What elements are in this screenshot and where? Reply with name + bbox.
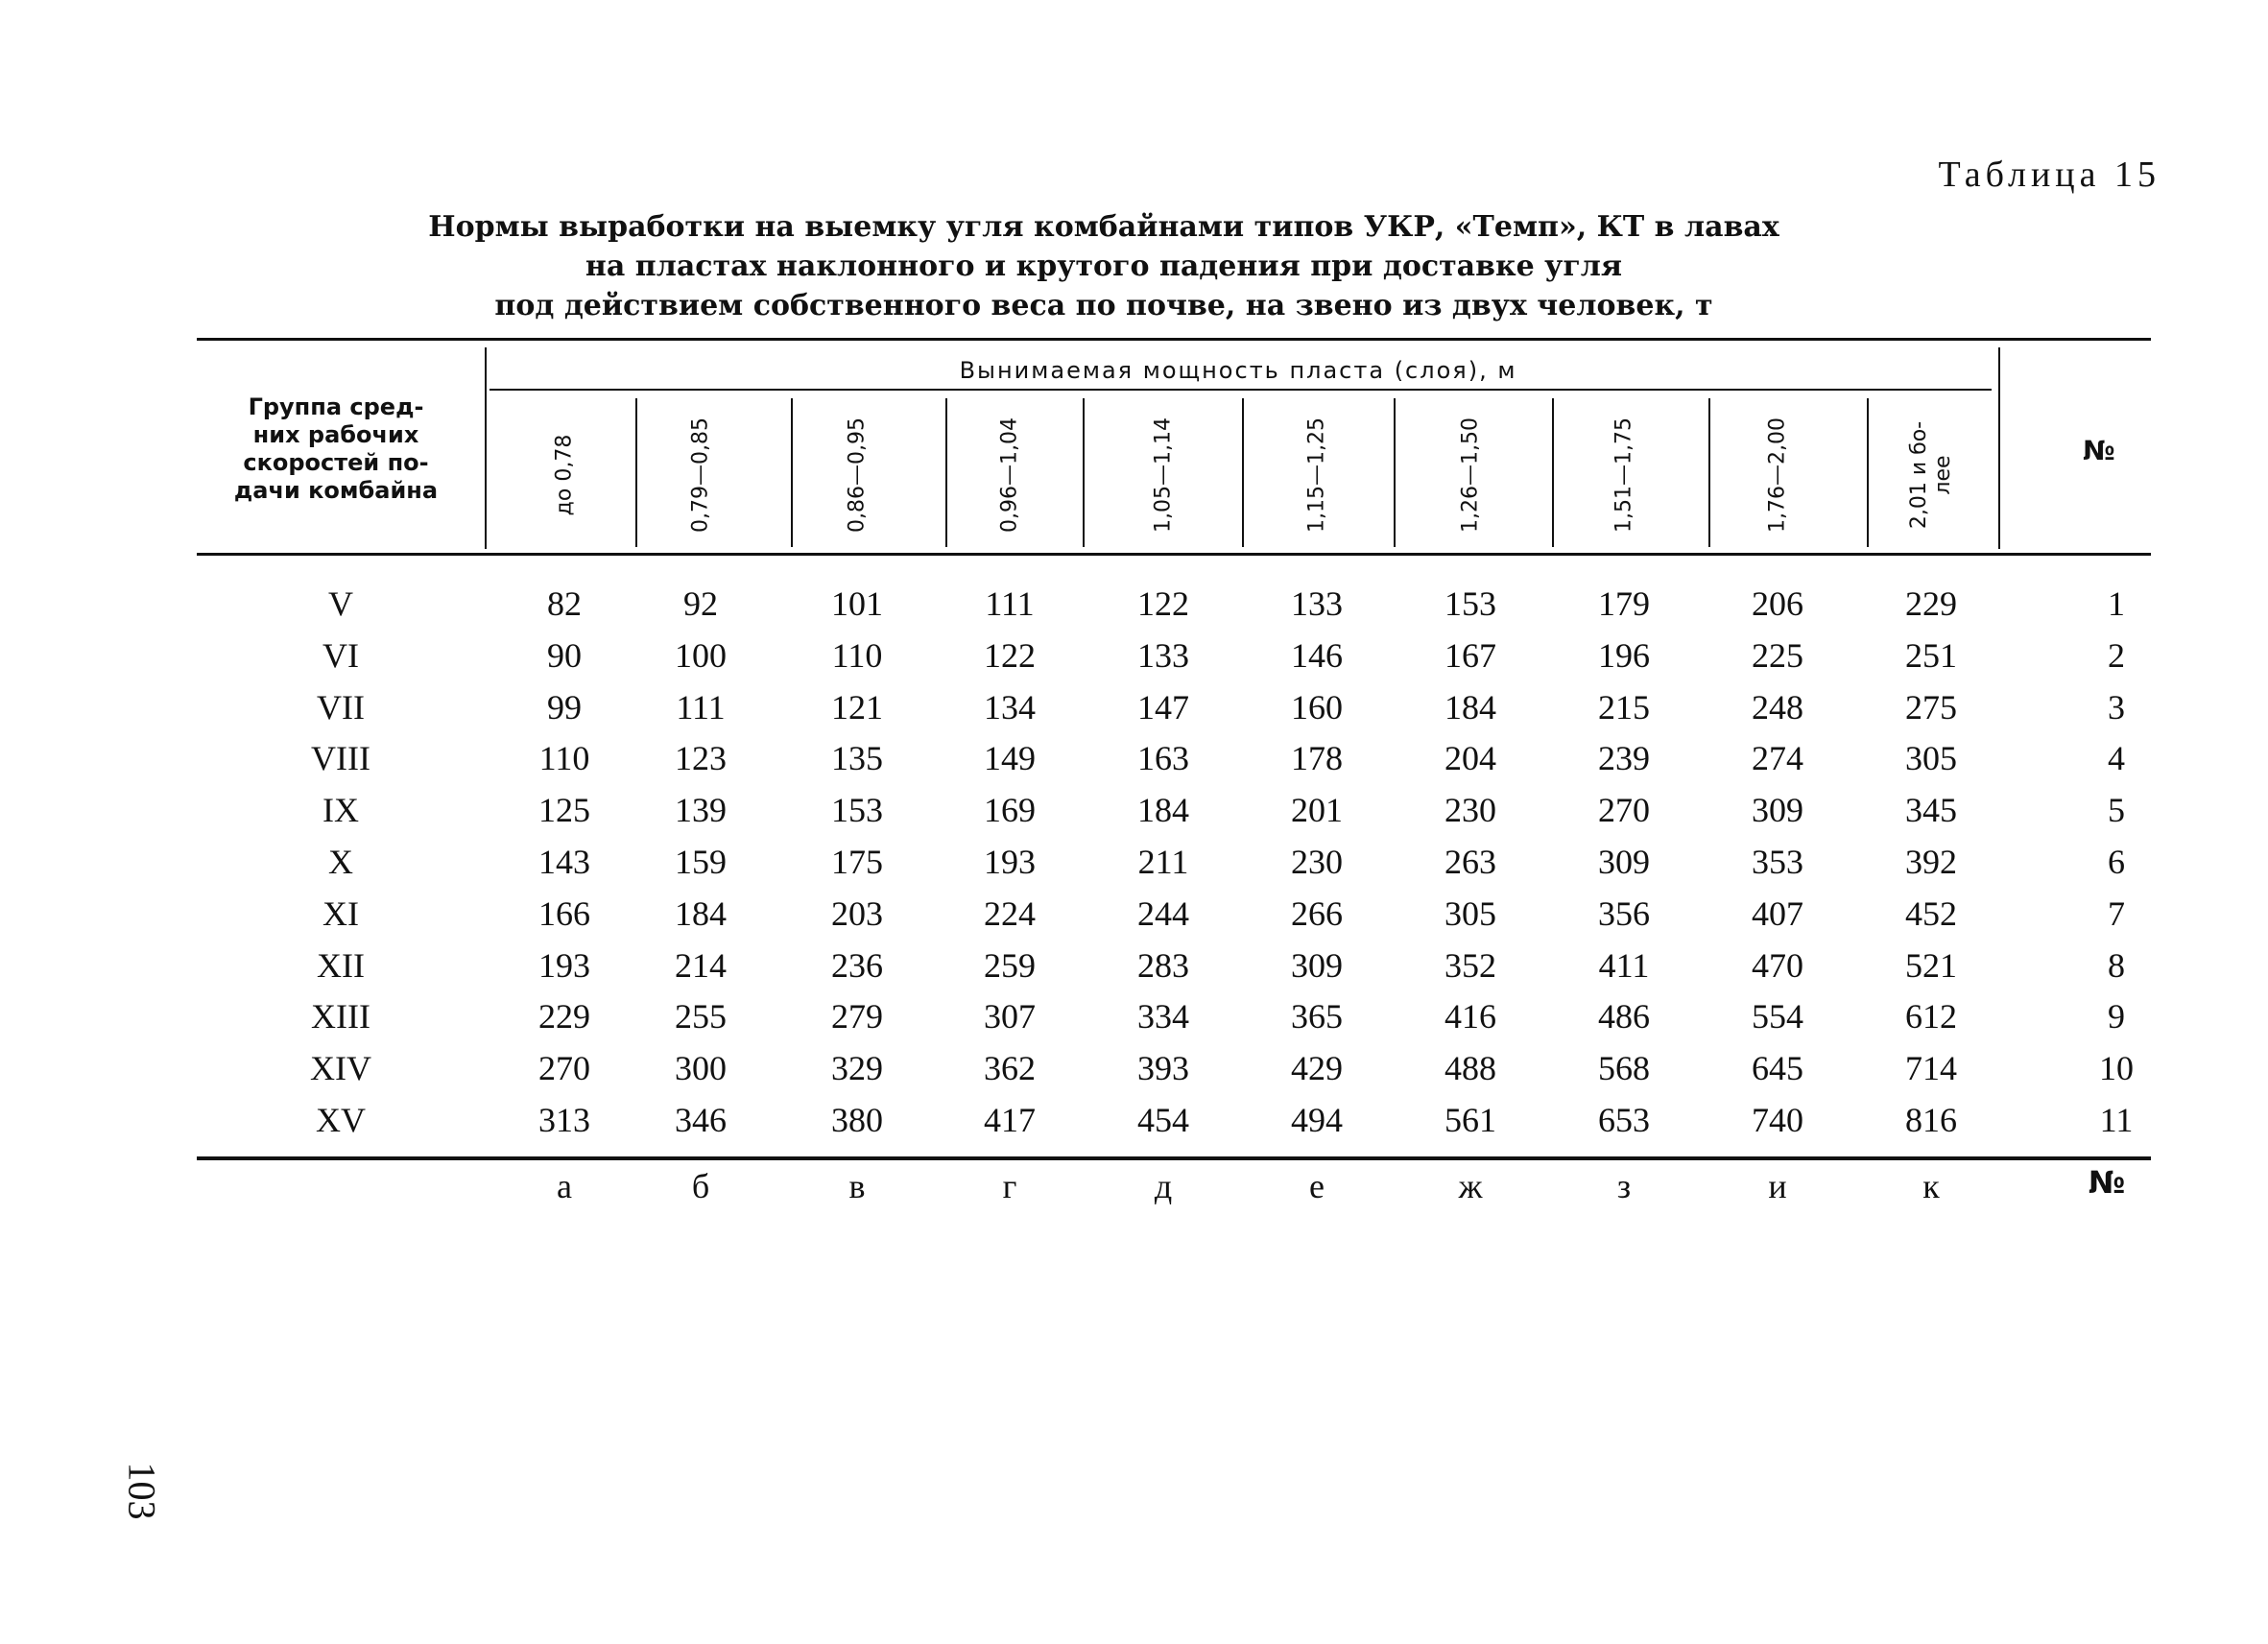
table-cell: 229 <box>1905 584 1957 623</box>
table-cell: 196 <box>1598 635 1650 675</box>
table-cell: 300 <box>675 1049 727 1088</box>
row-number: 2 <box>2108 635 2125 675</box>
thickness-column-header <box>1907 403 1955 547</box>
row-number: 1 <box>2108 584 2125 623</box>
table-cell: 346 <box>675 1101 727 1139</box>
table-cell: 166 <box>538 893 590 933</box>
table-cell: 236 <box>831 945 883 985</box>
table-cell: 230 <box>1444 791 1496 830</box>
table-cell: 486 <box>1598 997 1650 1036</box>
footer-column-letter: в <box>848 1167 866 1205</box>
table-cell: 224 <box>984 893 1036 933</box>
table-cell: 452 <box>1905 893 1957 933</box>
thickness-column-label: до 0,78 <box>552 434 577 516</box>
table-cell: 134 <box>984 687 1036 727</box>
header-bottom-rule <box>197 553 2151 556</box>
page-number: 103 <box>120 1462 164 1520</box>
header-separator-right <box>1998 347 2000 549</box>
thickness-column-label: 1,15—1,25 <box>1304 417 1329 533</box>
table-cell: 149 <box>984 739 1036 778</box>
table-cell: 184 <box>1137 791 1189 830</box>
footer-column-letter: ж <box>1458 1167 1483 1205</box>
row-group-label: IX <box>322 791 359 830</box>
table-cell: 407 <box>1752 893 1803 933</box>
table-cell: 178 <box>1291 739 1343 778</box>
table-cell: 244 <box>1137 893 1189 933</box>
table-cell: 159 <box>675 843 727 881</box>
thickness-column-label: 2,01 и бо- лее <box>1907 420 1955 530</box>
table-title <box>384 207 1824 325</box>
table-cell: 362 <box>984 1049 1036 1088</box>
row-number: 9 <box>2108 997 2125 1036</box>
footer-column-letter: к <box>1922 1167 1940 1205</box>
span-underline <box>489 389 1992 391</box>
table-cell: 147 <box>1137 687 1189 727</box>
group-header-line: дачи комбайна <box>233 477 439 504</box>
table-cell: 283 <box>1137 945 1189 985</box>
table-cell: 160 <box>1291 687 1343 727</box>
thickness-span-header: Вынимаемая мощность пласта (слоя), м <box>959 357 1517 384</box>
table-cell: 110 <box>831 635 883 675</box>
table-cell: 206 <box>1752 584 1803 623</box>
table-cell: 263 <box>1444 843 1496 881</box>
row-number: 3 <box>2108 687 2125 727</box>
thickness-column-header <box>681 403 720 547</box>
row-number: 5 <box>2108 791 2125 830</box>
table-cell: 494 <box>1291 1101 1343 1139</box>
table-cell: 163 <box>1137 739 1189 778</box>
table-cell: 99 <box>547 687 582 727</box>
table-cell: 309 <box>1598 843 1650 881</box>
table-cell: 356 <box>1598 893 1650 933</box>
table-cell: 816 <box>1905 1101 1957 1139</box>
table-cell: 90 <box>547 635 582 675</box>
row-number: 6 <box>2108 843 2125 881</box>
table-cell: 110 <box>538 739 590 778</box>
table-cell: 248 <box>1752 687 1803 727</box>
table-cell: 313 <box>538 1101 590 1139</box>
header-separator-left <box>485 347 487 549</box>
column-divider <box>635 398 637 547</box>
table-cell: 305 <box>1905 739 1957 778</box>
column-divider <box>791 398 793 547</box>
table-cell: 92 <box>683 584 718 623</box>
footer-column-letter: г <box>1002 1167 1017 1205</box>
thickness-column-header <box>545 403 584 547</box>
table-cell: 521 <box>1905 945 1957 985</box>
column-divider <box>1242 398 1244 547</box>
table-cell: 146 <box>1291 635 1343 675</box>
table-cell: 470 <box>1752 945 1803 985</box>
group-header-line: скоростей по- <box>243 449 429 476</box>
table-cell: 193 <box>538 945 590 985</box>
table-cell: 135 <box>831 739 883 778</box>
footer-num-label: № <box>2088 1164 2126 1201</box>
title-line-1: Нормы выработки на выемку угля комбайнами типов УКР, «Темп», КТ в лавах <box>428 210 1779 244</box>
thickness-column-header <box>1605 403 1643 547</box>
table-cell: 429 <box>1291 1049 1343 1088</box>
footer-column-letter: б <box>691 1167 710 1205</box>
table-cell: 714 <box>1905 1049 1957 1088</box>
row-group-label: VIII <box>311 739 370 778</box>
table-cell: 153 <box>1444 584 1496 623</box>
table-cell: 175 <box>831 843 883 881</box>
group-header-line: Группа сред- <box>248 393 424 420</box>
footer-column-letter: д <box>1154 1167 1173 1205</box>
table-cell: 345 <box>1905 791 1957 830</box>
row-number: 10 <box>2099 1049 2134 1088</box>
row-number: 11 <box>2099 1101 2134 1139</box>
footer-column-letter: з <box>1616 1167 1632 1205</box>
table-cell: 193 <box>984 843 1036 881</box>
table-cell: 122 <box>1137 584 1189 623</box>
table-cell: 123 <box>675 739 727 778</box>
thickness-column-header <box>1144 403 1182 547</box>
table-cell: 392 <box>1905 843 1957 881</box>
row-number: 7 <box>2108 893 2125 933</box>
thickness-column-header <box>1451 403 1490 547</box>
thickness-column-label: 1,51—1,75 <box>1611 417 1636 533</box>
table-cell: 279 <box>831 997 883 1036</box>
table-cell: 645 <box>1752 1049 1803 1088</box>
footer-column-letter: и <box>1768 1167 1787 1205</box>
table-cell: 215 <box>1598 687 1650 727</box>
row-number: 8 <box>2108 945 2125 985</box>
thickness-column-label: 1,05—1,14 <box>1151 417 1176 533</box>
group-column-header <box>206 393 466 505</box>
table-cell: 153 <box>831 791 883 830</box>
table-cell: 204 <box>1444 739 1496 778</box>
table-cell: 305 <box>1444 893 1496 933</box>
group-header-line: них рабочих <box>252 421 419 448</box>
table-cell: 275 <box>1905 687 1957 727</box>
table-cell: 411 <box>1598 945 1650 985</box>
table-cell: 417 <box>984 1101 1036 1139</box>
footer-column-letter: а <box>557 1167 572 1205</box>
table-cell: 329 <box>831 1049 883 1088</box>
table-cell: 353 <box>1752 843 1803 881</box>
table-cell: 211 <box>1137 843 1189 881</box>
table-cell: 274 <box>1752 739 1803 778</box>
table-cell: 184 <box>1444 687 1496 727</box>
table-label: Таблица 15 <box>1938 155 2161 195</box>
table-cell: 307 <box>984 997 1036 1036</box>
thickness-column-header <box>1298 403 1336 547</box>
table-cell: 561 <box>1444 1101 1496 1139</box>
table-cell: 82 <box>547 584 582 623</box>
column-divider <box>1867 398 1869 547</box>
table-cell: 259 <box>984 945 1036 985</box>
table-cell: 393 <box>1137 1049 1189 1088</box>
table-cell: 101 <box>831 584 883 623</box>
table-cell: 184 <box>675 893 727 933</box>
table-cell: 214 <box>675 945 727 985</box>
table-cell: 139 <box>675 791 727 830</box>
row-group-label: VI <box>322 635 359 675</box>
table-cell: 488 <box>1444 1049 1496 1088</box>
table-cell: 122 <box>984 635 1036 675</box>
row-group-label: VII <box>317 687 365 727</box>
table-cell: 111 <box>676 687 726 727</box>
table-cell: 270 <box>1598 791 1650 830</box>
table-cell: 121 <box>831 687 883 727</box>
thickness-column-label: 0,96—1,04 <box>997 417 1022 533</box>
footer-column-letter: е <box>1309 1167 1325 1205</box>
row-group-label: X <box>328 843 353 881</box>
row-group-label: V <box>328 584 353 623</box>
column-divider <box>945 398 947 547</box>
table-cell: 740 <box>1752 1101 1803 1139</box>
thickness-column-label: 0,86—0,95 <box>845 417 870 533</box>
table-cell: 125 <box>538 791 590 830</box>
table-cell: 554 <box>1752 997 1803 1036</box>
num-column-header: № <box>2083 435 2115 466</box>
table-top-rule <box>197 338 2151 341</box>
table-cell: 201 <box>1291 791 1343 830</box>
column-divider <box>1394 398 1396 547</box>
thickness-column-header <box>991 403 1029 547</box>
column-divider <box>1708 398 1710 547</box>
table-cell: 612 <box>1905 997 1957 1036</box>
row-group-label: XIII <box>311 997 370 1036</box>
thickness-column-header <box>838 403 876 547</box>
table-cell: 169 <box>984 791 1036 830</box>
table-cell: 133 <box>1137 635 1189 675</box>
thickness-column-label: 0,79—0,85 <box>688 417 713 533</box>
table-cell: 266 <box>1291 893 1343 933</box>
table-cell: 653 <box>1598 1101 1650 1139</box>
table-cell: 179 <box>1598 584 1650 623</box>
table-cell: 251 <box>1905 635 1957 675</box>
thickness-column-label: 1,26—1,50 <box>1458 417 1483 533</box>
table-cell: 167 <box>1444 635 1496 675</box>
thickness-column-header <box>1758 403 1797 547</box>
table-cell: 380 <box>831 1101 883 1139</box>
table-cell: 225 <box>1752 635 1803 675</box>
table-cell: 352 <box>1444 945 1496 985</box>
table-cell: 203 <box>831 893 883 933</box>
table-cell: 111 <box>985 584 1035 623</box>
table-cell: 230 <box>1291 843 1343 881</box>
row-group-label: XI <box>322 893 359 933</box>
table-cell: 100 <box>675 635 727 675</box>
table-cell: 334 <box>1137 997 1189 1036</box>
body-bottom-rule <box>197 1156 2151 1160</box>
table-cell: 365 <box>1291 997 1343 1036</box>
title-line-3: под действием собственного веса по почве, на звено из двух человек, т <box>494 289 1713 322</box>
table-cell: 229 <box>538 997 590 1036</box>
table-cell: 239 <box>1598 739 1650 778</box>
table-cell: 416 <box>1444 997 1496 1036</box>
table-cell: 255 <box>675 997 727 1036</box>
column-divider <box>1083 398 1085 547</box>
row-group-label: XIV <box>310 1049 371 1088</box>
row-group-label: XII <box>317 945 365 985</box>
table-cell: 309 <box>1291 945 1343 985</box>
table-cell: 568 <box>1598 1049 1650 1088</box>
thickness-column-label: 1,76—2,00 <box>1765 417 1790 533</box>
row-number: 4 <box>2108 739 2125 778</box>
title-line-2: на пластах наклонного и крутого падения при доставке угля <box>585 250 1623 283</box>
table-cell: 143 <box>538 843 590 881</box>
table-cell: 309 <box>1752 791 1803 830</box>
table-cell: 454 <box>1137 1101 1189 1139</box>
column-divider <box>1552 398 1554 547</box>
row-group-label: XV <box>316 1101 366 1139</box>
table-cell: 133 <box>1291 584 1343 623</box>
table-cell: 270 <box>538 1049 590 1088</box>
